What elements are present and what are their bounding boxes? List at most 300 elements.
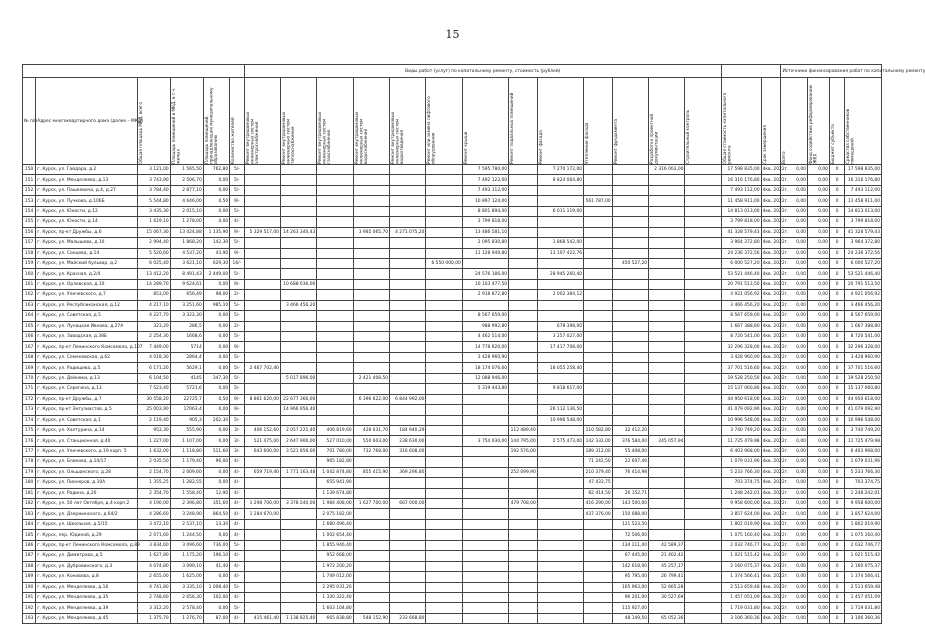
table-cell-roof [462, 446, 508, 456]
table-cell-facade: 6 011 119,00 [537, 206, 583, 216]
table-cell-n: 164 [23, 311, 36, 321]
table-cell-c10: 667 000,00 [390, 499, 426, 509]
table-cell-f1: 0,00 [807, 582, 829, 592]
table-cell-c16: 95 795,00 [612, 572, 648, 582]
table-cell-c10 [390, 405, 426, 415]
table-cell-c7 [280, 592, 316, 602]
table-cell-facade: 17 417 708,00 [537, 342, 583, 352]
table-cell-f1: 0,00 [807, 165, 829, 175]
table-cell-c9: 732 768,00 [353, 446, 389, 456]
table-cell-addr: г. Курск, пр-кт Дружбы, д.7 [36, 394, 137, 404]
table-cell-roof: 3 754 030,00 [462, 436, 508, 446]
table-cell-area: 2 071,60 [137, 530, 170, 540]
table-cell-ctrl [685, 185, 721, 195]
table-cell-c8 [317, 342, 353, 352]
table-cell-c10 [390, 206, 426, 216]
table-cell-c9 [353, 509, 389, 519]
table-cell-c13 [509, 196, 538, 206]
table-cell-c6 [244, 592, 280, 602]
table-cell-f2: 0 [829, 290, 844, 300]
table-cell-ctrl [685, 248, 721, 258]
table-cell-ctrl [685, 196, 721, 206]
table-cell-all: 0,00 [781, 488, 807, 498]
table-cell-addr: г. Курск, ул. Менделеева, д.35 [36, 592, 137, 602]
table-cell-c9 [353, 478, 389, 488]
table-cell-ctrl [685, 446, 721, 456]
table-cell-living: 2 578,40 [170, 603, 203, 613]
table-cell-c11 [426, 342, 462, 352]
table-cell-facade [537, 467, 583, 477]
table-cell-all: 0,00 [781, 436, 807, 446]
table-cell-proj [649, 206, 685, 216]
table-cell-c8 [317, 363, 353, 373]
table-cell-c9 [353, 300, 389, 310]
table-cell-c11 [426, 196, 462, 206]
table-cell-n: 176 [23, 436, 36, 446]
table-cell-c8 [317, 290, 353, 300]
table-cell-c7 [280, 217, 316, 227]
table-cell-all: 0,00 [781, 279, 807, 289]
table-cell-term: 4кв. 2022г. [761, 436, 781, 446]
table-cell-addr: г. Курск, пр-кт Энтузиастов, д.5 [36, 405, 137, 415]
table-cell-term: 4кв. 2022г. [761, 540, 781, 550]
table-cell-own: 3 106 360,36 [845, 613, 882, 623]
table-cell-term: 4кв. 2022г. [761, 196, 781, 206]
table-cell-c7: 5 017 896,00 [280, 373, 316, 383]
table-cell-addr: г. Курск, ул. Димитрова, д.5 [36, 551, 137, 561]
table-cell-proj [649, 373, 685, 383]
table-cell-c9: 3 985 065,70 [353, 227, 389, 237]
table-cell-proj [649, 394, 685, 404]
table-cell-f2: 0 [829, 175, 844, 185]
table-cell-c8 [317, 206, 353, 216]
table-cell-f2: 0 [829, 582, 844, 592]
table-cell-res: 5/- [230, 300, 244, 310]
table-cell-roof: 7 595 780,00 [462, 165, 508, 175]
table-cell-all: 0,00 [781, 467, 807, 477]
table-cell-f2: 0 [829, 425, 844, 435]
table-cell-area: 3 834,60 [137, 540, 170, 550]
table-cell-area: 7 449,00 [137, 342, 170, 352]
table-cell-c11 [426, 436, 462, 446]
table-cell-c10 [390, 290, 426, 300]
table-cell-res: 4/- [230, 551, 244, 561]
table-cell-area: 3 312,20 [137, 603, 170, 613]
table-cell-c7 [280, 248, 316, 258]
table-cell-res: 4/- [230, 530, 244, 540]
header-columns-row [23, 78, 882, 165]
table-cell-mun: 1 008,40 [203, 582, 229, 592]
table-cell-all: 0,00 [781, 258, 807, 268]
table-cell-addr: г. Курск, ул. Уличевского, д.7 [36, 290, 137, 300]
column-header: Ремонт или замена лифтового оборудования [426, 78, 462, 165]
table-cell-area: 4 190,00 [137, 499, 170, 509]
table-cell-all: 0,00 [781, 384, 807, 394]
table-cell-own: 11 458 911,00 [845, 196, 882, 206]
table-cell-c6 [244, 519, 280, 529]
table-cell-f1: 0,00 [807, 227, 829, 237]
table-cell-c11 [426, 175, 462, 185]
table-cell-ctrl [685, 352, 721, 362]
table-cell-c9 [353, 321, 389, 331]
table-cell-proj [649, 446, 685, 456]
table-cell-mun: 196,10 [203, 551, 229, 561]
column-header: Ремонт внутридомовых инженерных систем теплоснабжения [280, 78, 316, 165]
table-cell-c6 [244, 384, 280, 394]
table-cell-f2: 0 [829, 321, 844, 331]
table-cell-c7 [280, 185, 316, 195]
table-cell-area: 14 289,70 [137, 279, 170, 289]
table-cell-f2: 0 [829, 405, 844, 415]
table-cell-c7 [280, 352, 316, 362]
table-cell-c11 [426, 572, 462, 582]
table-cell-living: 1 107,00 [170, 436, 203, 446]
table-cell-living: 555,90 [170, 425, 203, 435]
table-cell-f1: 0,00 [807, 384, 829, 394]
table-cell-mun: 202,30 [203, 415, 229, 425]
table-cell-n: 154 [23, 206, 36, 216]
table-cell-own: 5 233 766,30 [845, 467, 882, 477]
table-cell-res: 3/- [230, 436, 244, 446]
page-number: 15 [445, 28, 460, 41]
table-cell-term: 4кв. 2022г. [761, 217, 781, 227]
table-cell-living: 3 621,10 [170, 258, 203, 268]
table-cell-res: 5/- [230, 373, 244, 383]
table-cell-area: 5 544,80 [137, 196, 170, 206]
table-cell-total: 1 667 388,80 [721, 321, 761, 331]
table-cell-c15: 142 332,00 [584, 436, 613, 446]
table-cell-c16 [612, 165, 648, 175]
table-cell-f1: 0,00 [807, 300, 829, 310]
table-cell-c10 [390, 457, 426, 467]
table-cell-n: 179 [23, 467, 36, 477]
table-cell-c11 [426, 551, 462, 561]
table-cell-c10: 6 844 992,00 [390, 394, 426, 404]
table-cell-own: 14 813 013,00 [845, 206, 882, 216]
table-cell-c10 [390, 165, 426, 175]
table-cell-living: 5629,1 [170, 363, 203, 373]
table-cell-area: 25 003,90 [137, 405, 170, 415]
table-cell-all: 0,00 [781, 540, 807, 550]
table-cell-n: 184 [23, 519, 36, 529]
table-cell-addr: г. Курск, ул. Семеновская, д.62 [36, 352, 137, 362]
table-cell-living: 2864,4 [170, 352, 203, 362]
table-cell-mun: 0,00 [203, 185, 229, 195]
table-cell-c15 [584, 551, 613, 561]
table-cell-c9: 1 627 700,00 [353, 499, 389, 509]
table-cell-c8: 2 075 182,00 [317, 509, 353, 519]
table-cell-f1: 0,00 [807, 457, 829, 467]
table-cell-c13 [509, 592, 538, 602]
table-cell-total: 11 725 479,98 [721, 436, 761, 446]
table-cell-own: 6 000 527,20 [845, 258, 882, 268]
table-cell-c11 [426, 488, 462, 498]
table-cell-n: 192 [23, 603, 36, 613]
table-cell-n: 174 [23, 415, 36, 425]
table-cell-area: 4 217,10 [137, 300, 170, 310]
table-cell-c15 [584, 561, 613, 571]
column-header: Бюджет субъекта [829, 78, 844, 165]
table-cell-term: 4кв. 2022г. [761, 467, 781, 477]
table-cell-c11 [426, 290, 462, 300]
table-cell-c7 [280, 582, 316, 592]
table-cell-f2: 0 [829, 572, 844, 582]
table-cell-c16 [612, 279, 648, 289]
table-cell-facade [537, 603, 583, 613]
table-cell-roof: 14 778 620,00 [462, 342, 508, 352]
table-cell-c6: 643 600,00 [244, 446, 280, 456]
table-cell-res: 5/- [230, 175, 244, 185]
table-cell-c6 [244, 561, 280, 571]
table-cell-ctrl [685, 572, 721, 582]
table-cell-res: 4/- [230, 217, 244, 227]
table-cell-roof: 13 486 581,10 [462, 227, 508, 237]
table-cell-term: 4кв. 2022г. [761, 551, 781, 561]
table-cell-c7: 1 138 825,40 [280, 613, 316, 623]
table-cell-c13 [509, 384, 538, 394]
table-cell-f1: 0,00 [807, 478, 829, 488]
table-cell-total: 41 079 092,90 [721, 405, 761, 415]
table-cell-living: 2 506,70 [170, 175, 203, 185]
table-cell-area: 3 472,10 [137, 519, 170, 529]
table-cell-f1: 0,00 [807, 363, 829, 373]
table-cell-facade [537, 185, 583, 195]
table-cell-total: 3 428 960,90 [721, 352, 761, 362]
table-cell-facade [537, 561, 583, 571]
table-cell-addr: г. Курск, ул. Радищева, д.5 [36, 363, 137, 373]
table-cell-all: 0,00 [781, 352, 807, 362]
table-cell-n: 181 [23, 488, 36, 498]
table-cell-c9 [353, 279, 389, 289]
column-header: Ремонт подвальных помещений [509, 78, 538, 165]
table-cell-living: 5721,6 [170, 384, 203, 394]
table-cell-c15: 82 414,50 [584, 488, 613, 498]
table-cell-c11 [426, 509, 462, 519]
table-cell-mun: 0,00 [203, 384, 229, 394]
table-cell-res: 5/- [230, 603, 244, 613]
table-cell-c8 [317, 196, 353, 206]
table-cell-term: 4кв. 2022г. [761, 572, 781, 582]
table-cell-c13 [509, 342, 538, 352]
table-cell-proj: 2 316 003,00 [649, 165, 685, 175]
table-cell-living: 905,3 [170, 415, 203, 425]
table-cell-term: 4кв. 2022г. [761, 175, 781, 185]
table-cell-c16: 115 927,00 [612, 603, 648, 613]
table-cell-c13 [509, 603, 538, 613]
table-cell-res: 4/- [230, 457, 244, 467]
table-cell-facade: 10 996 548,00 [537, 415, 583, 425]
table-cell-total: 15 137 060,80 [721, 384, 761, 394]
table-cell-addr: г. Курск, ул. 50 лет Октября, д.4 корп.2 [36, 499, 137, 509]
table-cell-c13 [509, 175, 538, 185]
table-cell-area: 4 741,80 [137, 582, 170, 592]
table-cell-facade: 7 270 172,00 [537, 165, 583, 175]
table-cell-living: 9 624,61 [170, 279, 203, 289]
table-cell-f1: 0,00 [807, 540, 829, 550]
table-cell-n: 155 [23, 217, 36, 227]
table-cell-c11 [426, 530, 462, 540]
table-cell-c16: 165 963,00 [612, 582, 648, 592]
table-cell-facade [537, 394, 583, 404]
table-cell-c7 [280, 196, 316, 206]
table-cell-c15: 71 242,50 [584, 457, 613, 467]
table-cell-c13 [509, 519, 538, 529]
table-cell-mun: 41,40 [203, 561, 229, 571]
table-cell-total: 32 296 328,00 [721, 342, 761, 352]
table-cell-f2: 0 [829, 499, 844, 509]
table-cell-roof [462, 405, 508, 415]
table-cell-term: 4кв. 2022г. [761, 499, 781, 509]
table-cell-addr: г. Курск, ул. Радина, д.20 [36, 488, 137, 498]
table-cell-own: 3 799 818,00 [845, 217, 882, 227]
table-cell-facade [537, 258, 583, 268]
table-cell-own: 2 160 075,37 [845, 561, 882, 571]
table-cell-f2: 0 [829, 561, 844, 571]
table-cell-term: 4кв. 2022г. [761, 165, 781, 175]
table-cell-c8: 1 749 012,00 [317, 572, 353, 582]
table-cell-proj [649, 499, 685, 509]
table-cell-term: 4кв. 2022г. [761, 478, 781, 488]
table-cell-own: 15 137 060,80 [845, 384, 882, 394]
table-cell-f1: 0,00 [807, 290, 829, 300]
table-cell-facade [537, 217, 583, 227]
table-cell-addr: г. Курск, ул. Майский бульвар, д.2 [36, 258, 137, 268]
table-cell-c11 [426, 467, 462, 477]
table-cell-living: 3 248,90 [170, 509, 203, 519]
table-cell-c13 [509, 582, 538, 592]
table-cell-area: 1 355,25 [137, 478, 170, 488]
table-cell-c16: 376 584,00 [612, 436, 648, 446]
table-header [23, 65, 925, 165]
table-cell-facade [537, 352, 583, 362]
table-cell-c8: 1 002 654,40 [317, 530, 353, 540]
table-cell-c16: 143 500,00 [612, 499, 648, 509]
table-cell-area: 1 375,70 [137, 613, 170, 623]
table-cell-area: 2 254,30 [137, 332, 170, 342]
table-cell-total: 9 958 600,00 [721, 499, 761, 509]
table-cell-term: 4кв. 2022г. [761, 300, 781, 310]
table-cell-proj [649, 603, 685, 613]
table-cell-c10 [390, 373, 426, 383]
table-cell-total: 3 466 456,20 [721, 300, 761, 310]
table-cell-addr: г. Курск, ул. Дейнеки, д.13 [36, 373, 137, 383]
table-cell-own: 2 032 746,77 [845, 540, 882, 550]
table-cell-c16 [612, 373, 648, 383]
table-cell-c16 [612, 321, 648, 331]
table-cell-all: 0,00 [781, 592, 807, 602]
table-cell-res: 5/- [230, 415, 244, 425]
table-cell-c10: 238 630,00 [390, 436, 426, 446]
table-cell-c7 [280, 488, 316, 498]
table-cell-all: 0,00 [781, 446, 807, 456]
table-cell-living: 4 646,00 [170, 196, 203, 206]
table-cell-roof [462, 394, 508, 404]
table-cell-ctrl [685, 300, 721, 310]
table-cell-n: 178 [23, 457, 36, 467]
table-row [23, 373, 882, 383]
table-cell-c10 [390, 321, 426, 331]
table-cell-c11 [426, 415, 462, 425]
table-cell-facade: 26 112 136,50 [537, 405, 583, 415]
table-cell-roof: 10 897 124,00 [462, 196, 508, 206]
table-cell-c13 [509, 540, 538, 550]
table-cell-total: 1 374 566,41 [721, 572, 761, 582]
table-cell-c13 [509, 217, 538, 227]
table-cell-f1: 0,00 [807, 321, 829, 331]
table-cell-c10 [390, 572, 426, 582]
table-cell-c8 [317, 175, 353, 185]
table-cell-facade [537, 509, 583, 519]
table-cell-f2: 0 [829, 384, 844, 394]
table-cell-own: 41 328 579,43 [845, 227, 882, 237]
table-row [23, 175, 882, 185]
table-cell-mun: 0,00 [203, 175, 229, 185]
table-cell-total: 1 719 031,80 [721, 603, 761, 613]
column-header: Фонд содействия реформированию ЖКХ [807, 78, 829, 165]
table-cell-c7 [280, 206, 316, 216]
table-cell-c13 [509, 279, 538, 289]
table-row [23, 300, 882, 310]
table-cell-roof [462, 258, 508, 268]
table-cell-mun: 0,00 [203, 352, 229, 362]
table-cell-res: 5/- [230, 540, 244, 550]
table-cell-facade [537, 425, 583, 435]
table-cell-res: 5/- [230, 311, 244, 321]
table-cell-mun: 0,00 [203, 478, 229, 488]
table-cell-c10 [390, 352, 426, 362]
table-cell-roof [462, 488, 508, 498]
table-cell-c6 [244, 175, 280, 185]
table-cell-addr: г. Курск, ул. Советская, д.5 [36, 311, 137, 321]
table-cell-c7 [280, 509, 316, 519]
table-cell-f1: 0,00 [807, 551, 829, 561]
table-cell-f2: 0 [829, 279, 844, 289]
table-cell-n: 177 [23, 446, 36, 456]
table-cell-c8: 952 668,00 [317, 551, 353, 561]
table-cell-total: 10 996 548,00 [721, 415, 761, 425]
table-cell-roof [462, 415, 508, 425]
table-cell-c15 [584, 582, 613, 592]
table-row [23, 519, 882, 529]
table-cell-n: 150 [23, 165, 36, 175]
table-cell-mun: 0,00 [203, 572, 229, 582]
table-cell-c6 [244, 290, 280, 300]
table-cell-f2: 0 [829, 415, 844, 425]
table-cell-c7 [280, 269, 316, 279]
table-cell-c16 [612, 196, 648, 206]
table-cell-c13 [509, 248, 538, 258]
table-cell-c16 [612, 384, 648, 394]
column-header: Утепление фасада [584, 78, 613, 165]
table-cell-c16 [612, 269, 648, 279]
table-cell-c8 [317, 311, 353, 321]
column-header: Всего [781, 78, 807, 165]
table-cell-own: 1 719 031,80 [845, 603, 882, 613]
table-cell-c9 [353, 258, 389, 268]
table-cell-own: 4 921 056,92 [845, 290, 882, 300]
table-cell-f1: 0,00 [807, 342, 829, 352]
table-cell-c10 [390, 603, 426, 613]
table-cell-f2: 0 [829, 238, 844, 248]
table-cell-c8: 701 780,00 [317, 446, 353, 456]
table-cell-roof [462, 613, 508, 623]
table-cell-all: 0,00 [781, 519, 807, 529]
table-cell-own: 9 958 600,00 [845, 499, 882, 509]
table-cell-c9 [353, 352, 389, 362]
table-cell-c15 [584, 227, 613, 237]
table-cell-area: 3 743,90 [137, 175, 170, 185]
table-cell-c6: 1 284 670,00 [244, 509, 280, 519]
